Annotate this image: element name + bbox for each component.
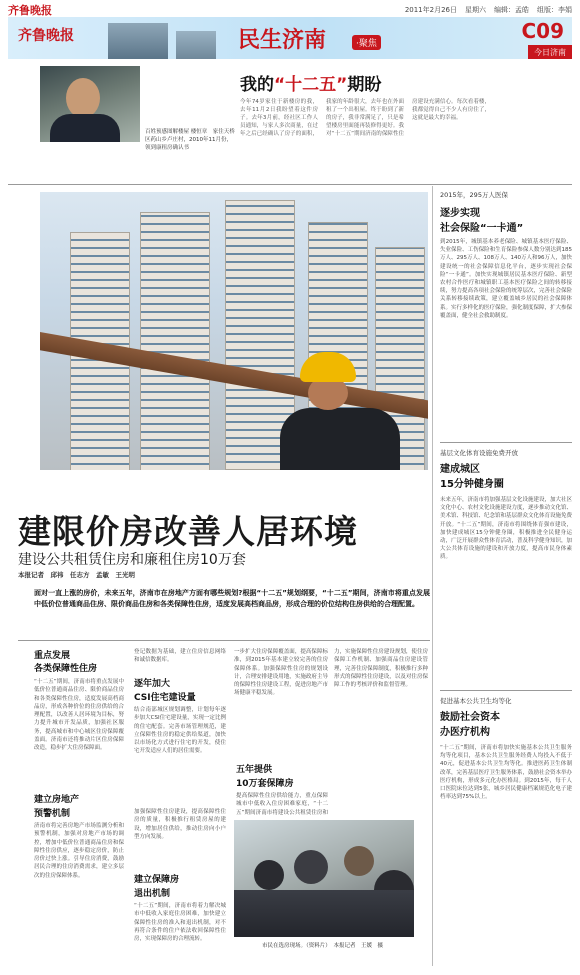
section-heading-3: 逐年加大 — [134, 679, 171, 689]
masthead-strip — [8, 3, 572, 17]
today-tag: 今日济南 — [528, 45, 572, 59]
column-title-highlight: “十二五” — [274, 75, 348, 95]
dateline: 2011年2月26日 — [404, 6, 457, 14]
building — [140, 212, 210, 470]
section-heading-5: 五年提供 — [236, 765, 273, 775]
banner-building-image-2 — [176, 31, 216, 59]
divider — [440, 442, 572, 443]
portrait-face — [66, 78, 100, 118]
section-text-1: “十二五”期间，济南市将重点发展中低价位普通商品住房、限价商品住房和各类保障性住房，适度发展高档商品房，形成各种价位的住房供给的合理配置，以改善人居环境为目标，努力提升城市开发品质，加强社区服务，提高城市和中心城区住房保障覆盖面。济南市还将推动片区住房保障改造，稳步扩大住房保障面。 — [34, 679, 124, 752]
right-heading-2: 建成城区 15分钟健身圈 — [440, 464, 504, 490]
section-text-cont: 登记数据为基础，建立住房信息网络和诚信数据库。 — [134, 649, 226, 664]
page-number: C09 — [521, 19, 564, 43]
divider — [440, 690, 572, 691]
headline: 建限价房改善人居环境 — [18, 512, 358, 551]
banner-building-image — [108, 23, 168, 59]
divider — [18, 640, 430, 641]
right-text-1: 到2015年，城镇基本养老保险、城镇基本医疗保险、失业保险、工伤保险和生育保险参保人数分别达到185万人、295万人、108万人、140万人和96万人，加快建设统一的社会保障信息化平台，逐步实现社会保险“一卡通”。加快实现城镇居民基本医疗保险、新型农村合作医疗和城镇职工基本医疗保险之间的转移接续，努力提高各项社会保险的统筹层次，完善社会保险关系转移接续政策，建立覆盖城乡居民的社会保障体系。实行多样化的医疗保险，强化制度保障，扩大参保覆盖面，健全社会救助制度。 — [440, 239, 572, 319]
paper-logo: 齐鲁晚报 — [8, 4, 52, 17]
section-subheading-4: 退出机制 — [134, 889, 171, 899]
section-title: 民生济南 — [238, 28, 327, 53]
person-head — [294, 850, 328, 884]
section-subheading-2: 预警机制 — [34, 809, 71, 819]
section-banner — [8, 17, 572, 59]
section-text-3b: 加强保障性住房建设，提高保障性住房的质量，积极推行租赁房屋的建设，增加居住供给，推动住房向小户型方向发展。 — [134, 809, 226, 840]
right-tag-2: 基层文化体育设施免费开放 — [440, 449, 518, 457]
portrait-body — [50, 114, 120, 142]
section-text-2: 济南市将完善房地产市场监测分析和预警机制，加强对房地产市场的调控，增加中低价位普通商品住房和保障性住房供应，逐步稳定房价，防止房价过快上涨。引导住房消费，鼓励居民合理的住房消费需求，建立多层次的住房保障体系。 — [34, 823, 124, 879]
column-text: 今年74岁家住于新楼房的我，去年11月2日我盼望着这件房子。去年3月前，经社区工作人员通知，与家人多次商量，在过年之后已经确认了房子的面积，我家的年龄很大，去年也在外面租了一个出租屋。终于盼到了新的房子，我非常满足了，只是希望楼房里面能再装修得更好。我对“十二五”期间济南的保障性住房建设充满信心。每次看着楼，我都觉得自己不少人有房住了，这就是最大的幸福。 — [240, 99, 490, 137]
main-photo — [40, 192, 428, 470]
person-head — [254, 860, 284, 890]
right-text-3: “十二五”期间，济南市将加快实施基本公共卫生服务均等化项目，基本公共卫生服务经费人均投入不低于40元，促进基本公共卫生均等化。推进医药卫生体制改革，完善基层医疗卫生服务体系，鼓励社会资本举办医疗机构，形成多元化办医格局。到2015年，每千人口医院床位达到5张，城乡居民健康档案规范化电子建档率达到75%以上。 — [440, 745, 572, 801]
person-head — [344, 846, 374, 876]
columnist-portrait — [40, 66, 140, 142]
editor: 编辑：孟皓 — [494, 6, 529, 14]
column-title — [240, 70, 381, 95]
hardhat-icon — [300, 352, 356, 382]
right-heading-1: 逐步实现 社会保险“一卡通” — [440, 208, 524, 234]
section-text-5: 提高保障性住房供给能力，重点保障城市中低收入住房困难家庭，“十二五”期间济南市将建设公共租赁住房和 — [236, 793, 328, 816]
byline: 本报记者 邱祎 任志方 孟敏 王光明 — [18, 571, 135, 579]
portrait-caption: 百姓预感图解楼屋 楼恒章 家住天桥区药山乡卢庄村，2010年11月份，领到康租房确认书 — [145, 129, 235, 151]
crowd-photo-caption: 市民在选房现场。（资料片） 本报记者 王媛 摄 — [262, 943, 384, 949]
right-heading-3: 鼓励社会资本 办医疗机构 — [440, 712, 500, 738]
right-tag-1: 2015年，295万人医保 — [440, 191, 508, 199]
section-subtitle: ·聚焦 — [352, 35, 381, 50]
divider — [8, 184, 572, 185]
subheadline: 建设公共租赁住房和廉租住房10万套 — [18, 552, 246, 568]
lead-paragraph: 面对一直上涨的房价，未来五年，济南市在房地产方面有哪些规划?根据“十二五”规划纲要，“十二五”期间，济南市将重点发展中低价位普通商品住房、限价商品住房和各类保障性住房，适度发展高档商品房，形成合理的价位结构住房供给的合理配置。 — [34, 589, 430, 608]
right-text-2: 未来五年，济南市将加强基层文化设施建设，加大社区文化中心、农村文化设施建设力度，逐步推动文化馆、美术馆、科技馆、纪念馆和基层群众文化体育设施免费开放。“十二五”期间，济南市将围绕体育强市建设，加快建成城区15分钟健身圈，积极推进全民健身运动，广泛开展群众性体育活动，普及科学健身知识，加大公共体育设施的建设和开放力度，提高市民身体素质。 — [440, 497, 572, 561]
column-title-suffix: 期盼 — [347, 75, 382, 95]
crowd-photo — [234, 820, 414, 937]
banner-logo: 齐鲁晚报 — [18, 28, 74, 44]
section-text-3: 结合南部城区规划调整，计划每年逐步加大CSI住宅建设量，实现一定比例的住宅配套。完善市场管理规范，建立保障性住房的稳定供给渠道，加快以市场化方式进行住宅的开发，使住宅开发适应人们的居住需要。 — [134, 707, 226, 755]
section-heading-4: 建立保障房 — [134, 875, 180, 885]
section-subheading-1: 各类保障性住房 — [34, 664, 98, 674]
designer: 组版：李娟 — [537, 6, 572, 14]
section-subheading-3: CSI住宅建设量 — [134, 693, 196, 703]
worker-torso — [280, 408, 400, 470]
section-text-5a: 一步扩大住房保障覆盖面，提高保障标准，到2015年基本建立较完善的住房保障体系。加强保障性住房的规划设计，合理安排建设用地，实施政府主导的保障性住房建设工程，促进房地产市场健康平稳发展。 — [234, 649, 328, 697]
right-tag-3: 促进基本公共卫生均等化 — [440, 697, 512, 705]
section-heading-2: 建立房地产 — [34, 795, 80, 805]
column-title-prefix: 我的 — [240, 75, 274, 95]
section-text-4: “十二五”期间，济南市将着力解决城市中低收入家庭住房困难，加快建立保障性住房的准入和退出机制，对不再符合条件的住户依法收回保障性住房，实现保障房的合理流转。 — [134, 903, 226, 943]
section-subheading-5: 10万套保障房 — [236, 779, 294, 789]
section-heading-1: 重点发展 — [34, 651, 71, 661]
weekday: 星期六 — [465, 6, 486, 14]
column-divider — [432, 186, 433, 966]
construction-worker — [280, 352, 400, 470]
crowd-bodies — [234, 890, 414, 937]
section-text-6: 力，实施保障性住房建设规划，使住房保障工作机制、加强商品住房建设管理，完善住房保障制度，积极推行多种形式的保障性住房建设，以及对住房保障工作的考核评价和监督管理。 — [334, 649, 428, 689]
